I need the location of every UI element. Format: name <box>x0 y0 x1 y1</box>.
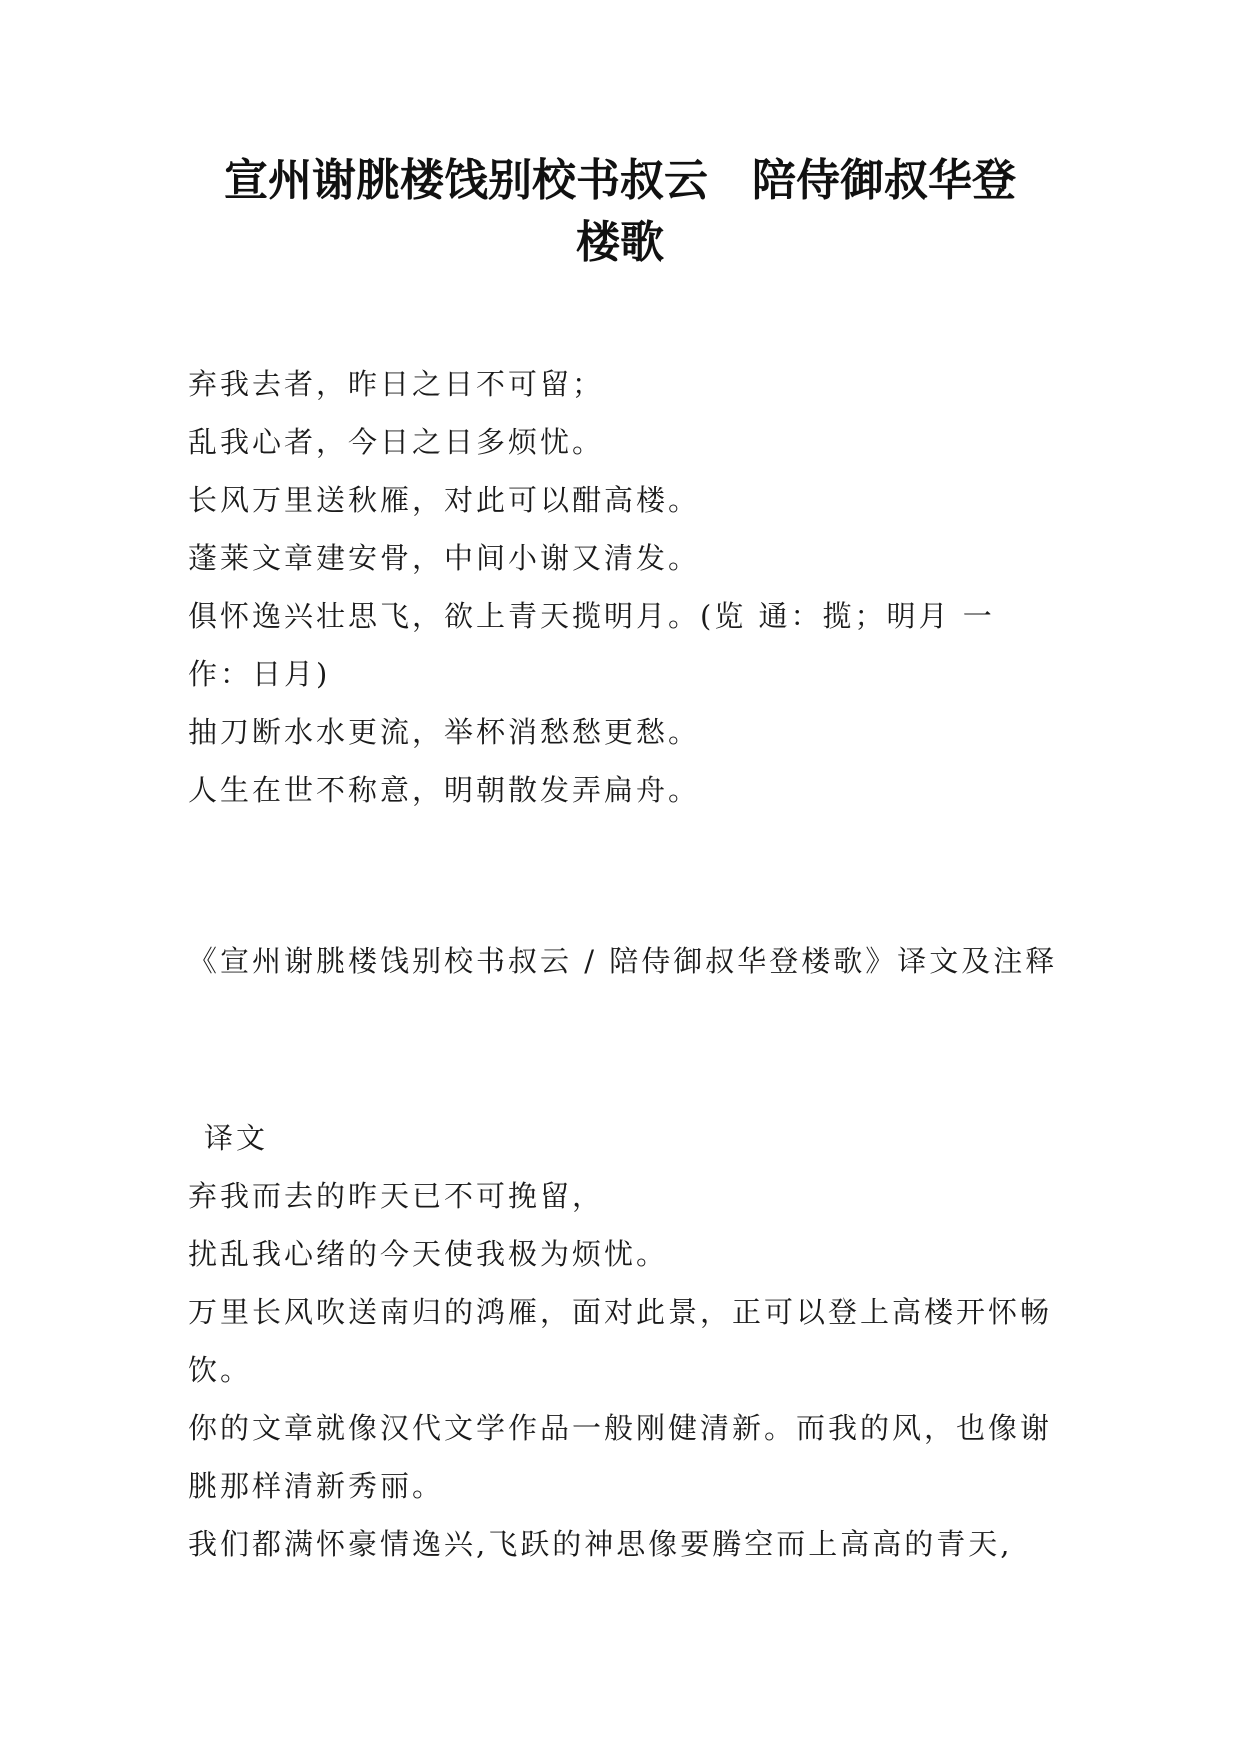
poem-body <box>188 355 1058 819</box>
translation-label: 译文 <box>204 1121 269 1155</box>
section-heading-text: 《宣州谢朓楼饯别校书叔云 / 陪侍御叔华登楼歌》译文及注释 <box>188 944 1058 978</box>
translation-body <box>188 1167 1058 1573</box>
translation-line: 弃我而去的昨天已不可挽留， <box>188 1179 605 1213</box>
poem-line: 长风万里送秋雁，对此可以酣高楼。 <box>188 483 701 517</box>
title-line-2: 楼歌 <box>576 217 664 268</box>
poem-line: 乱我心者，今日之日多烦忧。 <box>188 425 605 459</box>
poem-line: 抽刀断水水更流，举杯消愁愁更愁。 <box>188 715 701 749</box>
translation-line: 我们都满怀豪情逸兴,飞跃的神思像要腾空而上高高的青天, <box>188 1527 1013 1561</box>
poem-line: 人生在世不称意，明朝散发弄扁舟。 <box>188 773 701 807</box>
poem-line: 蓬莱文章建安骨，中间小谢又清发。 <box>188 541 701 575</box>
translation-line: 扰乱我心绪的今天使我极为烦忧。 <box>188 1237 669 1271</box>
poem-line: 俱怀逸兴壮思飞，欲上青天揽明月。(览 通：揽；明月 一作：日月) <box>188 599 995 691</box>
translation-line: 你的文章就像汉代文学作品一般刚健清新。而我的风，也像谢朓那样清新秀丽。 <box>188 1411 1053 1503</box>
translation-line: 万里长风吹送南归的鸿雁，面对此景，正可以登上高楼开怀畅饮。 <box>188 1295 1053 1387</box>
poem-line: 弃我去者，昨日之日不可留； <box>188 367 605 401</box>
title-line-1: 宣州谢朓楼饯别校书叔云 陪侍御叔华登 <box>224 155 1016 206</box>
section-heading <box>188 932 1058 990</box>
document-title <box>180 150 1060 274</box>
